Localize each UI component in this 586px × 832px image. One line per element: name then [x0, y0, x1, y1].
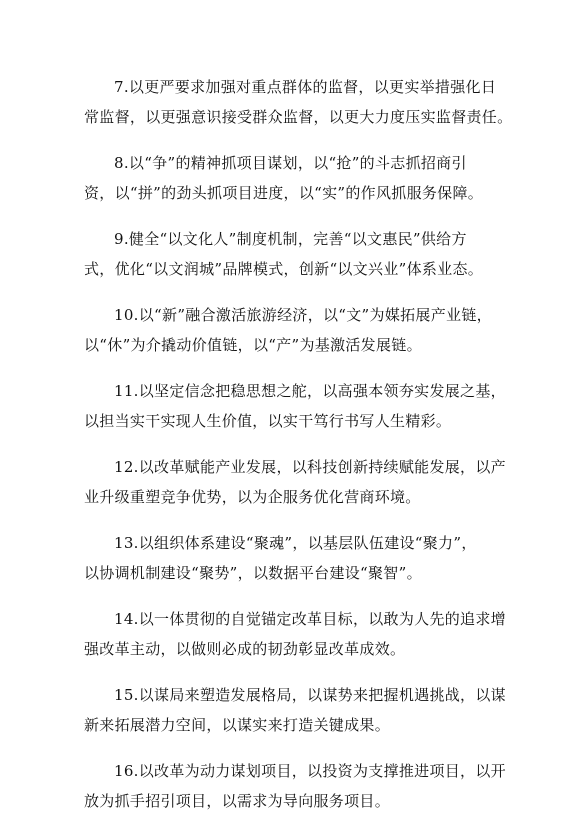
- paragraph-12: [84, 452, 504, 512]
- paragraph-line: 7.以更严要求加强对重点群体的监督，以更实举措强化日: [114, 78, 497, 96]
- paragraph-line: 13.以组织体系建设“聚魂”，以基层队伍建设“聚力”，: [114, 534, 477, 552]
- paragraph-10: [84, 300, 504, 360]
- paragraph-line: 常监督，以更强意识接受群众监督，以更大力度压实监督责任。: [84, 108, 513, 126]
- paragraph-line: 9.健全“以文化人”制度机制，完善“以文惠民”供给方: [114, 230, 467, 248]
- paragraph-line: 资，以“拼”的劲头抓项目进度，以“实”的作风抓服务保障。: [84, 184, 484, 202]
- paragraph-line: 以担当实干实现人生价值，以实干笃行书写人生精彩。: [84, 412, 452, 430]
- paragraph-line: 15.以谋局来塑造发展格局，以谋势来把握机遇挑战，以谋: [114, 686, 506, 704]
- paragraph-line: 16.以改革为动力谋划项目，以投资为支撑推进项目，以开: [114, 762, 506, 780]
- paragraph-13: [84, 528, 504, 588]
- paragraph-line: 新来拓展潜力空间，以谋实来打造关键成果。: [84, 716, 391, 734]
- paragraph-line: 14.以一体贯彻的自觉锚定改革目标，以敢为人先的追求增: [114, 610, 506, 628]
- paragraph-9: [84, 224, 504, 284]
- paragraph-line: 业升级重塑竞争优势，以为企服务优化营商环境。: [84, 488, 421, 506]
- paragraph-line: 以协调机制建设“聚势”，以数据平台建设“聚智”。: [84, 564, 422, 582]
- paragraph-line: 12.以改革赋能产业发展，以科技创新持续赋能发展，以产: [114, 458, 506, 476]
- paragraph-15: [84, 680, 504, 740]
- paragraph-line: 放为抓手招引项目，以需求为导向服务项目。: [84, 792, 391, 810]
- paragraph-14: [84, 604, 504, 664]
- paragraph-7: [84, 72, 513, 132]
- paragraph-line: 以“休”为介撬动价值链，以“产”为基激活发展链。: [84, 336, 422, 354]
- paragraph-line: 强改革主动，以做则必成的韧劲彰显改革成效。: [84, 640, 406, 658]
- paragraph-16: [84, 756, 504, 816]
- paragraph-line: 11.以坚定信念把稳思想之舵，以高强本领夯实发展之基，: [114, 382, 506, 400]
- paragraph-11: [84, 376, 504, 436]
- paragraph-line: 8.以“争”的精神抓项目谋划，以“抢”的斗志抓招商引: [114, 154, 467, 172]
- document-page: [84, 72, 513, 832]
- paragraph-line: 式，优化“以文润城”品牌模式，创新“以文兴业”体系业态。: [84, 260, 484, 278]
- paragraph-8: [84, 148, 504, 208]
- paragraph-line: 10.以“新”融合激活旅游经济，以“文”为媒拓展产业链，: [114, 306, 492, 324]
